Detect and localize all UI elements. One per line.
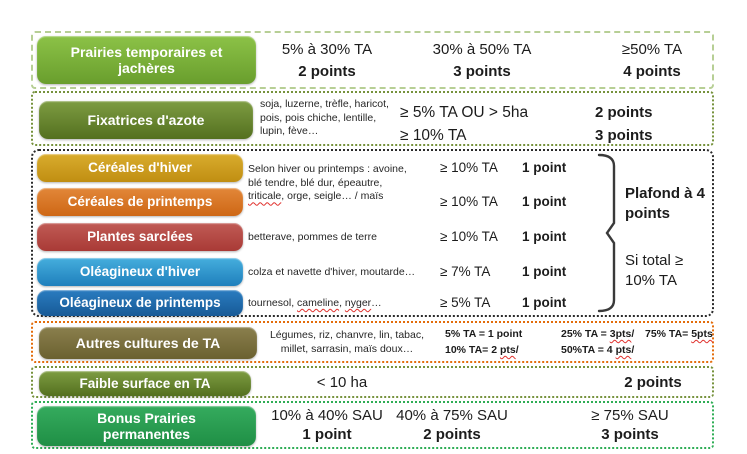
scale-part: 25% TA = xyxy=(561,328,610,340)
autres-scale-c1l2 xyxy=(445,343,563,359)
bonus-col-1-range: 10% à 40% SAU xyxy=(271,407,383,424)
faible-surface-label: Faible surface en TA xyxy=(79,375,211,391)
bonus-col-2-points: 2 points xyxy=(423,426,481,443)
cultures-points-4: 1 point xyxy=(522,264,567,279)
scale-misspelled: 3pts xyxy=(609,328,632,340)
cereales-description xyxy=(248,163,412,204)
si-total-note: Si total ≥ 10% TA xyxy=(625,252,684,289)
autres-scale-c2l2 xyxy=(561,343,673,359)
fixatrices-button xyxy=(39,101,253,139)
brace-icon xyxy=(596,153,622,313)
scale-part: / xyxy=(631,328,635,340)
scale-part: 10% TA= 2 xyxy=(445,343,500,356)
oleagineux-hiver-button xyxy=(37,258,243,286)
oleagineux-printemps-label: Oléagineux de printemps xyxy=(59,295,221,311)
prairies-col-2 xyxy=(402,41,562,80)
scale-part: 75% TA= xyxy=(645,328,692,340)
scale-part: / xyxy=(631,343,635,356)
cultures-condition-5: ≥ 5% TA xyxy=(440,295,491,310)
section-autres-cultures xyxy=(31,321,714,363)
cultures-points-3: 1 point xyxy=(522,229,567,244)
autres-species: Légumes, riz, chanvre, lin, tabac, millet, sarrasin, maïs doux… xyxy=(269,329,425,355)
prairies-col-1-range: 5% à 30% TA xyxy=(281,41,373,58)
cereales-printemps-label: Céréales de printemps xyxy=(67,194,213,210)
cultures-points-5: 1 point xyxy=(522,295,567,310)
autres-scale-col-1 xyxy=(445,327,563,359)
fixatrices-button-label: Fixatrices d'azote xyxy=(87,111,205,128)
fixatrices-condition-1: ≥ 5% TA OU > 5ha xyxy=(400,104,529,121)
cultures-condition-1: ≥ 10% TA xyxy=(440,160,498,175)
bonus-col-1-points: 1 point xyxy=(302,426,352,443)
bonus-col-3-range: ≥ 75% SAU xyxy=(591,407,669,424)
scale-misspelled: pts xyxy=(499,343,516,356)
prairies-col-1 xyxy=(247,41,407,80)
bonus-prairies-label: Bonus Prairies permanentes xyxy=(97,409,196,442)
fixatrices-points-2: 3 points xyxy=(595,127,653,144)
scale-part: / xyxy=(515,343,519,356)
autres-scale-c1l1: 5% TA = 1 point xyxy=(445,328,523,340)
bonus-col-3 xyxy=(550,407,710,443)
cultures-points-1: 1 point xyxy=(522,160,567,175)
prairies-col-3-range: ≥50% TA xyxy=(621,41,683,58)
oleag-printemps-part: … xyxy=(371,297,382,309)
prairies-col-3-points: 4 points xyxy=(623,63,681,80)
oleag-printemps-part: , xyxy=(339,297,345,309)
autres-cultures-button xyxy=(39,327,257,359)
prairies-button-label: Prairies temporaires et jachères xyxy=(70,43,223,76)
autres-scale-c3 xyxy=(645,327,713,343)
section-faible-surface xyxy=(31,366,714,398)
oleag-printemps-part: tournesol, xyxy=(248,297,298,309)
bonus-col-3-points: 3 points xyxy=(601,426,659,443)
fixatrices-condition-2: ≥ 10% TA xyxy=(400,127,467,144)
plantes-sarclees-button xyxy=(37,223,243,251)
plafond-note: Plafond à 4 points xyxy=(625,185,706,222)
cereales-desc-misspelled: triticale xyxy=(248,190,282,203)
bonus-prairies-button xyxy=(37,406,256,446)
faible-surface-button xyxy=(39,371,251,396)
cereales-desc-part: Selon hiver ou printemps : avoine, blé tendre, blé dur, épeautre, xyxy=(248,163,407,189)
cultures-points-2: 1 point xyxy=(522,194,567,209)
section-fixatrices xyxy=(31,91,714,146)
oleagineux-printemps-description xyxy=(248,297,382,311)
prairies-button xyxy=(37,36,256,84)
prairies-col-2-range: 30% à 50% TA xyxy=(432,41,532,58)
prairies-col-2-points: 3 points xyxy=(453,63,511,80)
oleagineux-hiver-description: colza et navette d'hiver, moutarde… xyxy=(248,266,416,278)
fixatrices-species: soja, luzerne, trèfle, haricot, pois, pois chiche, lentille, lupin, fève… xyxy=(260,98,389,138)
oleagineux-hiver-label: Oléagineux d'hiver xyxy=(79,264,201,280)
section-prairies xyxy=(31,31,714,89)
oleag-printemps-misspelled: cameline xyxy=(297,297,340,309)
fixatrices-points-1: 2 points xyxy=(595,104,653,121)
scale-misspelled: pts xyxy=(615,343,632,356)
cereales-desc-part: , orge, seigle… / maïs xyxy=(281,190,384,203)
scale-part: 50%TA = 4 xyxy=(561,343,616,356)
oleag-printemps-misspelled: nyger xyxy=(344,297,372,309)
scale-misspelled: 5pts xyxy=(691,328,713,340)
faible-surface-points: 2 points xyxy=(624,374,682,391)
cereales-hiver-label: Céréales d'hiver xyxy=(88,160,192,176)
prairies-col-3 xyxy=(572,41,732,80)
cultures-condition-2: ≥ 10% TA xyxy=(440,194,498,209)
autres-scale-col-3 xyxy=(645,327,713,343)
cereales-hiver-button xyxy=(37,154,243,182)
oleagineux-printemps-button xyxy=(37,290,243,316)
faible-surface-condition: < 10 ha xyxy=(316,374,368,391)
bonus-col-2-range: 40% à 75% SAU xyxy=(396,407,508,424)
plantes-sarclees-label: Plantes sarclées xyxy=(87,229,193,245)
cultures-condition-3: ≥ 10% TA xyxy=(440,229,498,244)
section-cultures xyxy=(31,149,714,317)
autres-cultures-label: Autres cultures de TA xyxy=(75,334,221,351)
section-bonus-prairies xyxy=(31,401,714,449)
bonus-col-2 xyxy=(372,407,532,443)
cultures-condition-4: ≥ 7% TA xyxy=(440,264,491,279)
prairies-col-1-points: 2 points xyxy=(298,63,356,80)
cereales-printemps-button xyxy=(37,188,243,216)
sarclees-description: betterave, pommes de terre xyxy=(248,231,377,243)
